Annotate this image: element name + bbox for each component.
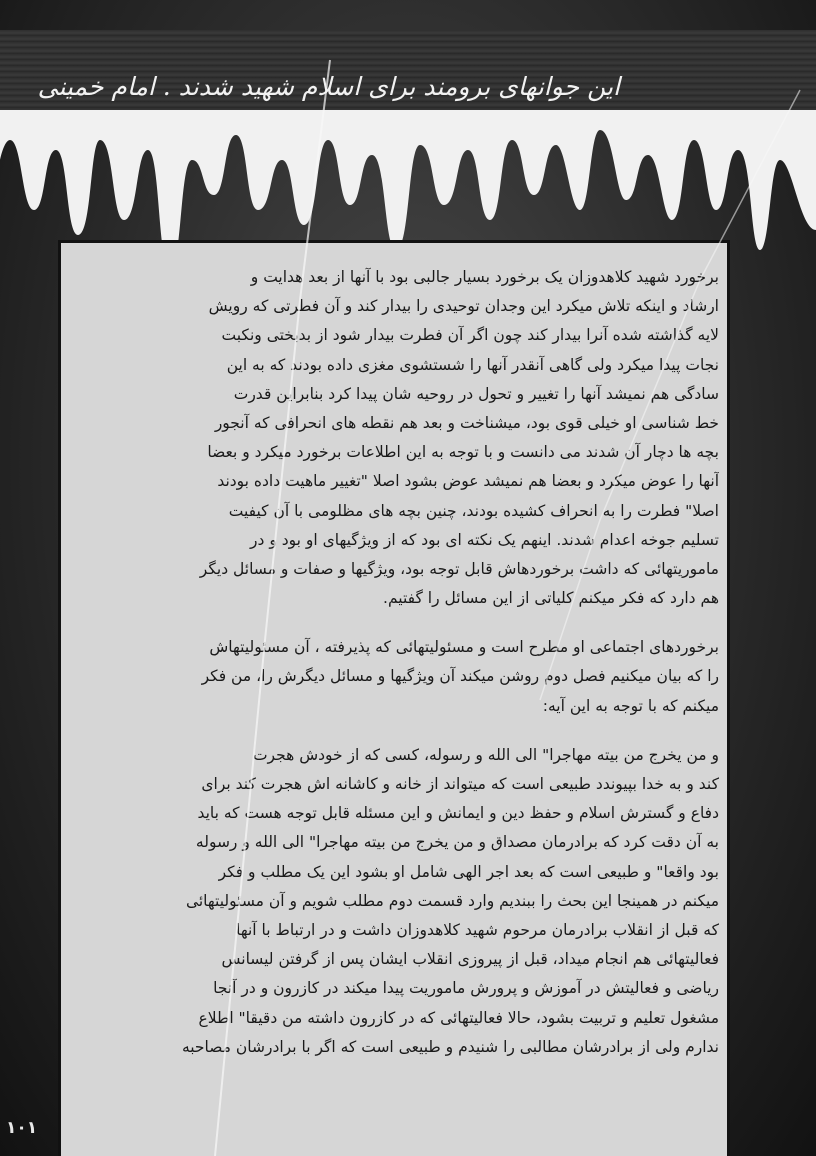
page-number: ۱۰۱ <box>6 1118 38 1138</box>
text-line: که قبل از انقلاب برادرمان مرحوم شهید کلاهدوزان داشت و در ارتباط با آنها <box>236 920 719 939</box>
text-line: بود واقعا" و طبیعی است که بعد اجر الهی شامل او بشود این یک مطلب و فکر <box>218 862 719 881</box>
text-line: آنها را عوض میکرد و بعضا هم نمیشد عوض بشود اصلا "تغییر ماهیت داده بودند <box>217 472 719 491</box>
paragraph-1 <box>69 263 719 613</box>
text-line: هم دارد که فکر میکنم کلیاتی از این مسائل را گفتیم. <box>383 589 719 608</box>
text-line: ندارم ولی از برادرشان مطالبی را شنیدم و طبیعی است که اگر با برادرشان مصاحبه <box>181 1037 719 1056</box>
text-line: برخوردهای اجتماعی او مطرح است و مسئولیتهائی که پذیرفته ، آن مسئولیتهاش <box>209 638 719 657</box>
text-line: لایه گذاشته شده آنرا بیدار کند چون اگر آن فطرت بیدار شود از بدبختی ونکبت <box>221 326 719 345</box>
text-line: مشغول تعلیم و تربیت بشود، حالا فعالیتهائی که در کازرون داشته من دقیقا" اطلاع <box>198 1008 719 1027</box>
article-body <box>69 263 719 1062</box>
text-line: سادگی هم نمیشد آنها را تغییر و تحول در روحیه شان پیدا کرد بنابراین قدرت <box>233 384 719 403</box>
text-line: تسلیم جوخه اعدام شدند. اینهم یک نکته ای بود که از ویژگیهای او بود و در <box>250 530 719 549</box>
text-line: ارشاد و اینکه تلاش میکرد این وجدان توحیدی را بیدار کند و آن فطرتی که رویش <box>208 297 719 316</box>
text-line: خط شناسی او خیلی قوی بود، میشناخت و بعد هم نقطه های انحرافی که آنجور <box>214 413 719 432</box>
paragraph-2 <box>69 633 719 721</box>
text-line: بچه ها دچار آن شدند می دانست و با توجه به این اطلاعات برخورد میکرد و بعضا <box>207 443 719 462</box>
text-panel <box>58 240 730 1156</box>
text-line: ماموریتهائی که داشت برخوردهاش قابل توجه بود، ویژگیها و صفات و مسائل دیگر <box>199 559 719 578</box>
text-line: ریاضی و فعالیتش در آموزش و پرورش ماموریت پیدا میکند در کازرون و در آنجا <box>213 979 719 998</box>
text-line: فعالیتهائی هم انجام میداد، قبل از پیروزی انقلاب ایشان پس از گرفتن لیسانس <box>221 950 719 969</box>
text-line: به آن دقت کرد که برادرمان مصداق و من یخرج من بیته مهاجرا" الی الله و رسوله <box>195 833 719 852</box>
text-line: نجات پیدا میکرد ولی گاهی آنقدر آنها را شستشوی مغزی داده بودند که به این <box>226 355 719 374</box>
text-line: اصلا" فطرت را به انحراف کشیده بودند، چنین بچه های مظلومی با آن کیفیت <box>228 501 719 520</box>
text-line: و من یخرج من بیته مهاجرا" الی الله و رسوله، کسی که از خودش هجرت <box>252 745 719 764</box>
text-line: دفاع و گسترش اسلام و حفظ دین و ایمانش و این مسئله قابل توجه هست که باید <box>197 804 719 823</box>
text-line: را که بیان میکنیم فصل دوم روشن میکند آن ویژگیها و مسائل دیگرش را، من فکر <box>201 667 719 686</box>
paragraph-3 <box>69 741 719 1062</box>
page-caption: این جوانهای برومند برای اسلام شهید شدند . امام خمینی <box>37 72 620 101</box>
text-line: میکنم که با توجه به این آیه: <box>542 696 719 715</box>
text-line: میکنم در همینجا این بحث را ببندیم وارد قسمت دوم مطلب شویم و آن مسئولیتهائی <box>185 891 719 910</box>
text-line: کند و به خدا بپیوندد طبیعی است که میتواند از خانه و کاشانه اش هجرت کند برای <box>201 775 719 793</box>
text-line: برخورد شهید کلاهدوزان یک برخورد بسیار جالبی بود با آنها از بعد هدایت و <box>250 268 719 286</box>
